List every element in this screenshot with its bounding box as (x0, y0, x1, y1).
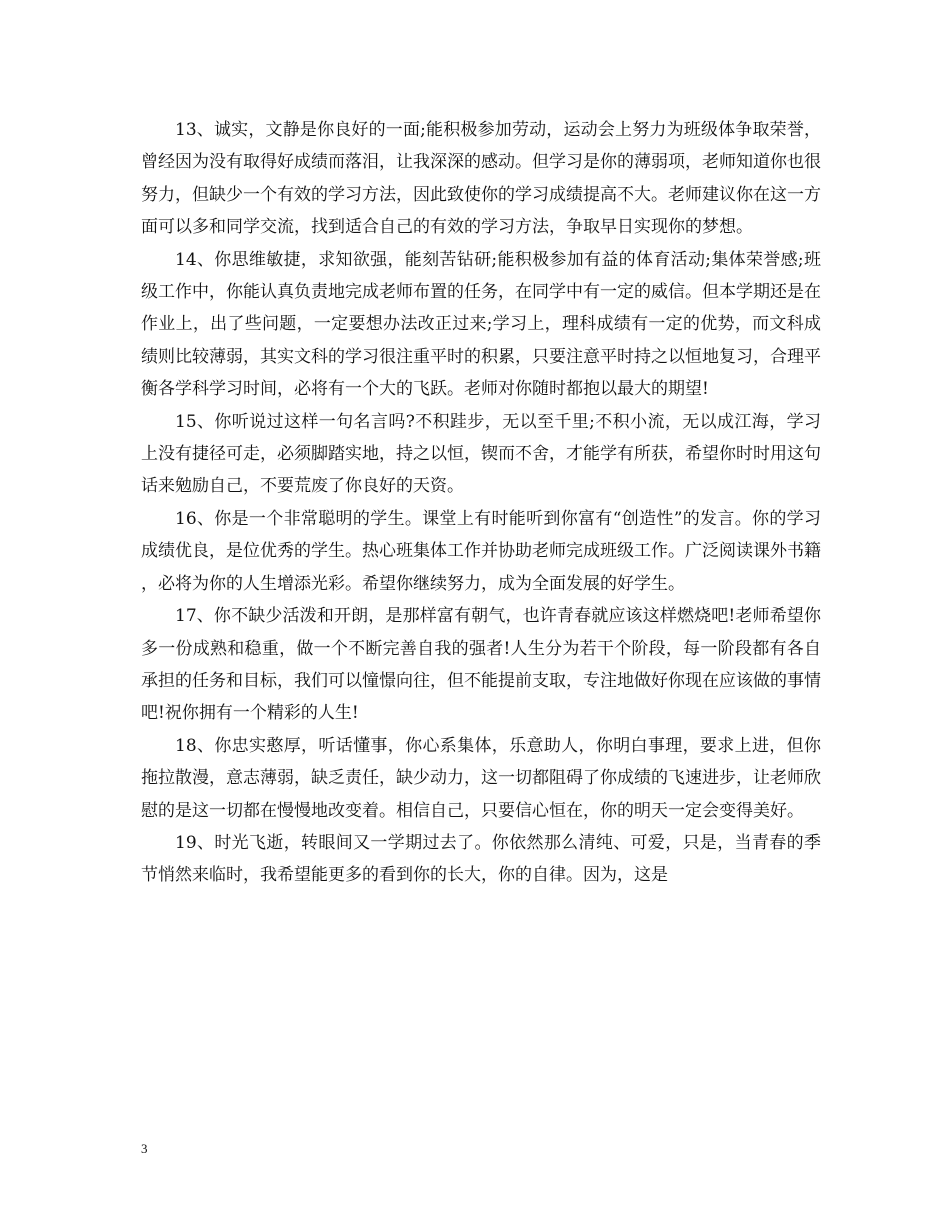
comment-paragraph-18: 18、你忠实憨厚，听话懂事，你心系集体，乐意助人，你明白事理，要求上进，但你拖拉散漫，意志薄弱，缺乏责任，缺少动力，这一切都阻碍了你成绩的飞速进步，让老师欣慰的是这一切都在慢慢地改变着。相信自己，只要信心恒在，你的明天一定会变得美好。 (141, 735, 821, 821)
document-body (141, 114, 821, 892)
comment-paragraph-17: 17、你不缺少活泼和开朗，是那样富有朝气，也许青春就应该这样燃烧吧!老师希望你多一份成熟和稳重，做一个不断完善自我的强者!人生分为若干个阶段，每一阶段都有各自承担的任务和目标，我们可以憧憬向往，但不能提前支取，专注地做好你现在应该做的事情吧!祝你拥有一个精彩的人生! (141, 606, 821, 724)
comment-paragraph-15: 15、你听说过这样一句名言吗?不积跬步，无以至千里;不积小流，无以成江海，学习上没有捷径可走，必须脚踏实地，持之以恒，锲而不舍，才能学有所获，希望你时时用这句话来勉励自己，不要荒废了你良好的天资。 (141, 411, 821, 497)
comment-paragraph-16: 16、你是一个非常聪明的学生。课堂上有时能听到你富有“创造性”的发言。你的学习成绩优良，是位优秀的学生。热心班集体工作并协助老师完成班级工作。广泛阅读课外书籍，必将为你的人生增添光彩。希望你继续努力，成为全面发展的好学生。 (141, 508, 821, 594)
comment-paragraph-19: 19、时光飞逝，转眼间又一学期过去了。你依然那么清纯、可爱，只是，当青春的季节悄然来临时，我希望能更多的看到你的长大，你的自律。因为，这是 (141, 832, 821, 886)
page-number: 3 (141, 1141, 148, 1156)
comment-paragraph-13: 13、诚实，文静是你良好的一面;能积极参加劳动，运动会上努力为班级体争取荣誉，曾经因为没有取得好成绩而落泪，让我深深的感动。但学习是你的薄弱项，老师知道你也很努力，但缺少一个有效的学习方法，因此致使你的学习成绩提高不大。老师建议你在这一方面可以多和同学交流，找到适合自己的有效的学习方法，争取早日实现你的梦想。 (141, 120, 821, 238)
comment-paragraph-14: 14、你思维敏捷，求知欲强，能刻苦钻研;能积极参加有益的体育活动;集体荣誉感;班级工作中，你能认真负责地完成老师布置的任务，在同学中有一定的威信。但本学期还是在作业上，出了些问题，一定要想办法改正过来;学习上，理科成绩有一定的优势，而文科成绩则比较薄弱，其实文科的学习很注重平时的积累，只要注意平时持之以恒地复习，合理平衡各学科学习时间，必将有一个大的飞跃。老师对你随时都抱以最大的期望! (141, 249, 821, 400)
